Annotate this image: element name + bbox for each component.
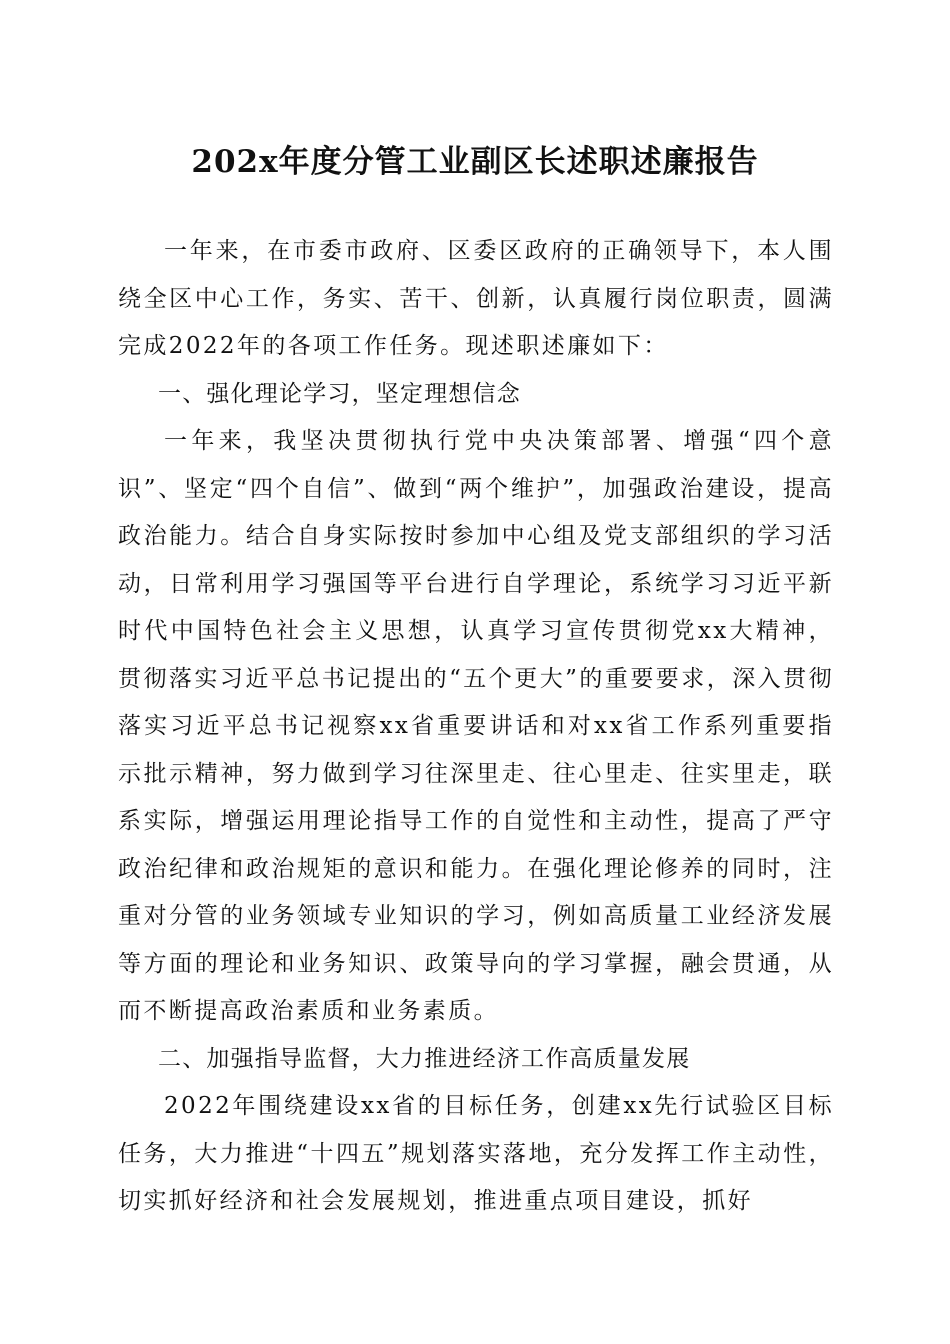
section-heading-2: 二、加强指导监督，大力推进经济工作高质量发展 [158, 1045, 691, 1072]
section-paragraph-1: 一年来，我坚决贯彻执行党中央决策部署、增强“四个意识”、坚定“四个自信”、做到“两个维护”，加强政治建设，提高政治能力。结合自身实际按时参加中心组及党支部组织的学习活动，日常利用学习强国等平台进行自学理论，系统学习习近平新时代中国特色社会主义思想，认真学习宣传贯彻党xx大精神，贯彻落实习近平总书记提出的“五个更大”的重要要求，深入贯彻落实习近平总书记视察xx省重要讲话和对xx省工作系列重要指示批示精神，努力做到学习往深里走、往心里走、往实里走，联系实际，增强运用理论指导工作的自觉性和主动性，提高了严守政治纪律和政治规矩的意识和能力。在强化理论修养的同时，注重对分管的业务领域专业知识的学习，例如高质量工业经济发展等方面的理论和业务知识、政策导向的学习掌握，融会贯通，从而不断提高政治素质和业务素质。 [118, 428, 834, 1024]
intro-paragraph: 一年来，在市委市政府、区委区政府的正确领导下，本人围绕全区中心工作，务实、苦干、创新，认真履行岗位职责，圆满完成2022年的各项工作任务。现述职述廉如下： [118, 238, 834, 359]
document-title: 202x年度分管工业副区长述职述廉报告 [191, 144, 759, 180]
document-body [118, 228, 834, 1226]
section-paragraph-2: 2022年围绕建设xx省的目标任务，创建xx先行试验区目标任务，大力推进“十四五”规划落实落地，充分发挥工作主动性，切实抓好经济和社会发展规划，推进重点项目建设，抓好 [118, 1093, 834, 1214]
section-heading-1: 一、强化理论学习，坚定理想信念 [158, 380, 521, 407]
